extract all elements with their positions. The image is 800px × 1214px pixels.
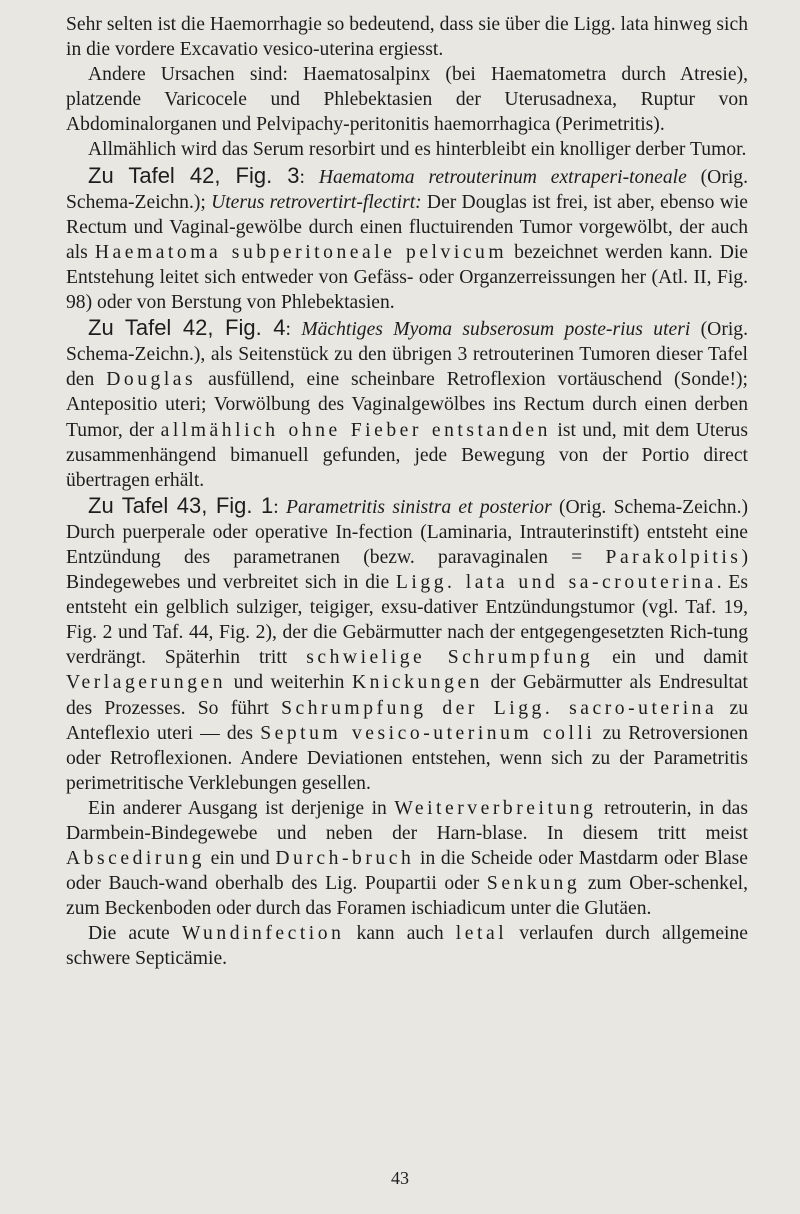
text-run: ein und damit [593, 647, 748, 669]
paragraph [66, 921, 748, 971]
text-run: und weiterhin [226, 672, 352, 694]
text-run: Andere Ursachen sind: Haematosalpinx (bei Haematometra durch Atresie), platzende Varicocele und Phlebektasien der Uterusadnexa, Ruptur von Abdominalorganen und Pelvipachy-peritonitis haemorrhagica (Perimetritis). [66, 64, 748, 136]
text-run: (Orig. Schema-Zeichn.) Durch puerperale oder operative In-fection (Laminaria, Intrauterinstift) entsteht eine Entzündung des parametranen (bezw. paravaginalen = [66, 496, 748, 568]
plate-reference-heading: Zu Tafel 42, Fig. 3 [88, 162, 300, 188]
spaced-emphasis: Senkung [486, 873, 581, 895]
spaced-emphasis: Wundinfection [181, 923, 345, 945]
text-run: zu Retroversionen oder Retroflexionen. Andere Deviationen entstehen, wenn sich zu der Parametritis perimetritische Verklebungen gesellen. [66, 722, 748, 794]
spaced-emphasis: schwielige Schrumpfung [306, 647, 594, 669]
text-run: Ein anderer Ausgang ist derjenige in [88, 797, 395, 819]
text-run: ist und, mit dem Uterus zusammenhängend bimanuell gefunden, jede Bewegung von der Portio direct übertragen erhält. [66, 419, 748, 491]
text-run: ) Bindegewebes und verbreitet sich in die [66, 546, 748, 594]
text-run: : [273, 496, 286, 518]
paragraph [66, 315, 748, 493]
spaced-emphasis: Ligg. lata und sa-crouterina [395, 572, 717, 594]
text-run: . Es entsteht ein gelblich sulziger, teigiger, exsu-dativer Entzündungstumor (vgl. Taf. 19, Fig. 2 und Taf. 44, Fig. 2), der die Gebärmutter nach der entgegengesetzten Rich-tung verdrängt. Späterhin tritt [66, 572, 748, 669]
paragraph [66, 493, 748, 796]
text-body [66, 12, 748, 972]
spaced-emphasis: Haematoma subperitoneale pelvicum [94, 241, 508, 263]
plate-reference-heading: Zu Tafel 43, Fig. 1 [88, 492, 274, 518]
text-run: (Orig. Schema-Zeichn.); [66, 166, 748, 213]
paragraph [66, 163, 748, 316]
italic-term: Haematoma retrouterinum extraperi-toneale [318, 166, 687, 188]
page-number: 43 [391, 1168, 409, 1188]
spaced-emphasis: Parakolpitis [605, 546, 742, 568]
text-run: der Gebärmutter als Endresultat des Prozesses. So führt [66, 672, 748, 719]
text-run: bezeichnet werden kann. Die Entstehung leitet sich entweder von Gefäss- oder Organzerreissungen her (Atl. II, Fig. 98) oder von Berstung von Phlebektasien. [66, 241, 748, 314]
plate-reference-heading: Zu Tafel 42, Fig. 4 [88, 315, 286, 341]
text-run: in die Scheide oder Mastdarm oder Blase oder Bauch-wand oberhalb des Lig. Poupartii oder [66, 848, 748, 895]
text-run: : [299, 166, 319, 188]
spaced-emphasis: Verlagerungen [66, 672, 227, 694]
spaced-emphasis: Douglas [106, 369, 197, 391]
text-run: Sehr selten ist die Haemorrhagie so bedeutend, dass sie über die Ligg. lata hinweg sich in die vordere Excavatio vesico-uterina ergiesst. [66, 14, 748, 61]
text-run: zu Anteflexio uteri — des [66, 697, 748, 744]
text-run: zum Ober-schenkel, zum Beckenboden oder durch das Foramen ischiadicum unter die Glutäen. [66, 873, 748, 920]
paragraph [66, 796, 748, 921]
text-run: ein und [204, 848, 276, 870]
paragraph [66, 62, 748, 137]
paragraph [66, 137, 748, 162]
spaced-emphasis: letal [455, 923, 508, 945]
spaced-emphasis: Septum vesico-uterinum colli [260, 722, 596, 744]
text-run: kann auch [344, 923, 456, 945]
italic-term: Uterus retrovertirt-flectirt: [211, 191, 422, 213]
text-run: : [285, 319, 302, 341]
spaced-emphasis: Durch-bruch [275, 848, 415, 870]
text-run: retrouterin, in das Darmbein-Bindegewebe und neben der Harn-blase. In diesem tritt meist [66, 797, 748, 844]
spaced-emphasis: Schrumpfung der Ligg. sacro-uterina [281, 697, 718, 719]
spaced-emphasis: Weiterverbreitung [394, 797, 597, 819]
spaced-emphasis: allmählich ohne Fieber entstanden [160, 419, 551, 441]
text-run: Allmählich wird das Serum resorbirt und es hinterbleibt ein knolliger derber Tumor. [88, 139, 747, 161]
paragraph [66, 12, 748, 62]
text-run: ausfüllend, eine scheinbare Retroflexion vortäuschend (Sonde!); Antepositio uteri; Vorwölbung des Vaginalgewölbes ins Rectum durch einen derben Tumor, der [66, 369, 748, 441]
text-run: Der Douglas ist frei, ist aber, ebenso wie Rectum und Vaginal-gewölbe durch einen fluctuirenden Tumor vorgewölbt, der auch als [66, 191, 749, 263]
text-run: Die acute [88, 923, 182, 945]
italic-term: Mächtiges Myoma subserosum poste-rius uteri [301, 319, 691, 341]
text-run: verlaufen durch allgemeine schwere Septicämie. [66, 923, 748, 970]
spaced-emphasis: Abscedirung [66, 848, 205, 870]
text-run: (Orig. Schema-Zeichn.), als Seitenstück zu den übrigen 3 retrouterinen Tumoren dieser Tafel den [66, 319, 748, 391]
spaced-emphasis: Knickungen [351, 672, 484, 694]
italic-term: Parametritis sinistra et posterior [285, 496, 552, 518]
